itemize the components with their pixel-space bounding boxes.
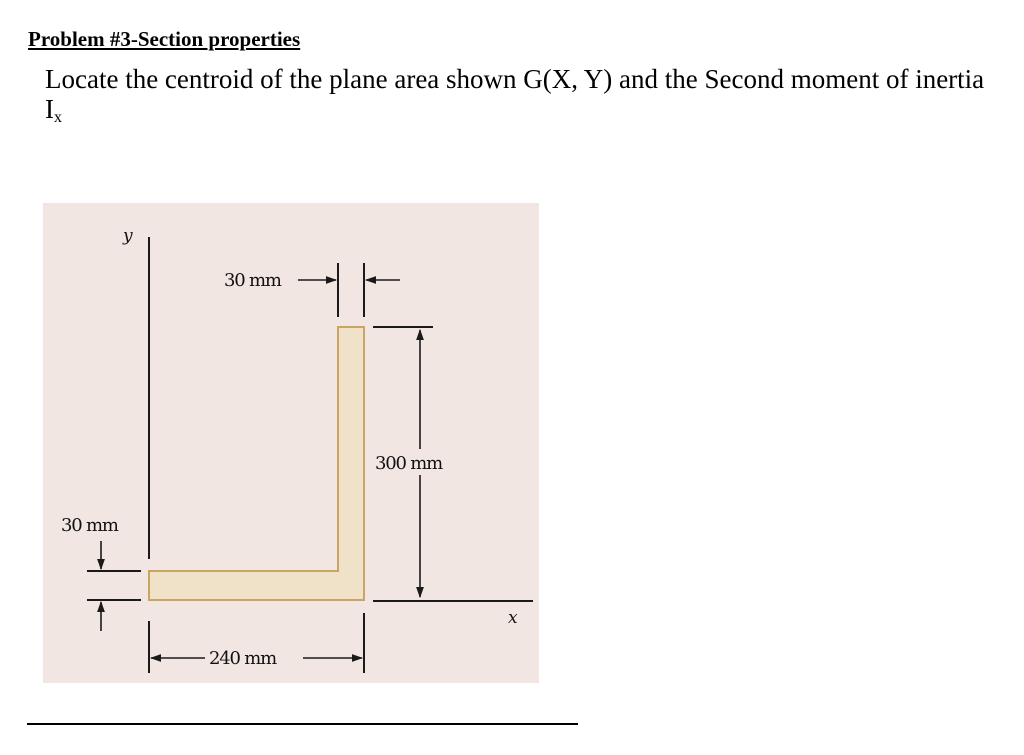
width-label: 240 mm — [209, 648, 277, 669]
l-section-figure — [43, 203, 539, 683]
question-text: Locate the centroid of the plane area shown G(X, Y) and the Second moment of inertia I — [45, 64, 985, 124]
problem-title: Problem #3-Section properties — [28, 27, 301, 51]
height-label: 300 mm — [375, 453, 443, 474]
figure-background — [43, 203, 539, 683]
figure-canvas — [43, 203, 539, 683]
question-subscript: x — [54, 109, 62, 126]
top-thickness-label: 30 mm — [224, 270, 281, 291]
answer-underline — [27, 723, 578, 725]
y-axis-label: y — [123, 226, 132, 246]
problem-question — [45, 64, 1005, 133]
bottom-thickness-label: 30 mm — [61, 515, 118, 536]
x-axis-label: x — [508, 608, 517, 628]
